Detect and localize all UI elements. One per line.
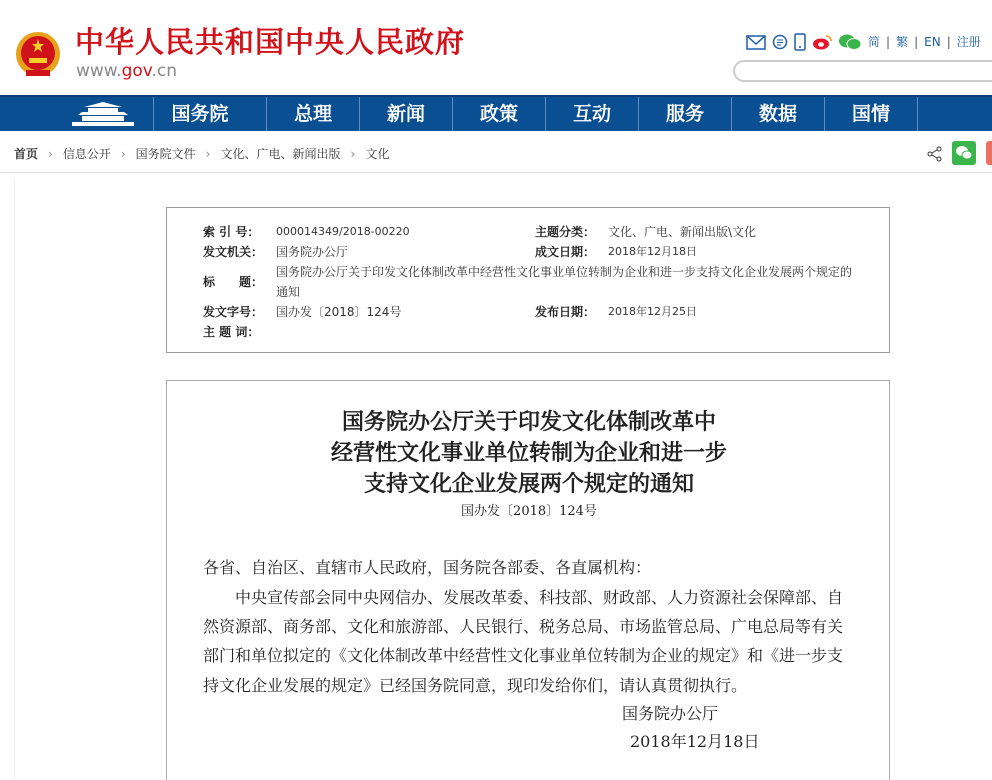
issuer-label: 发文机关： [203, 245, 264, 259]
title-value-line2: 通知 [276, 285, 301, 299]
tiananmen-icon[interactable] [70, 101, 136, 128]
written-date-value: 2018年12月18日 [608, 245, 697, 258]
breadcrumb-docs[interactable]: 国务院文件 [135, 147, 196, 161]
top-tools [746, 33, 981, 51]
title-label: 标 题： [203, 275, 264, 289]
weibo-share-button[interactable] [986, 141, 992, 165]
category-value: 文化、广电、新闻出版\文化 [608, 225, 757, 239]
title-value-line1: 国务院办公厅关于印发文化体制改革中经营性文化事业单位转制为企业和进一步支持文化企业发展两个规定的 [276, 265, 853, 279]
nav-divider [917, 97, 992, 131]
nav-national-info[interactable]: 国情 [824, 97, 917, 131]
link-register[interactable]: 注册 [956, 35, 981, 49]
article-title-line3: 支持文化企业发展两个规定的通知 [363, 471, 694, 497]
mail-icon[interactable] [746, 35, 766, 50]
link-simplified[interactable]: 简 [868, 35, 881, 49]
body-line: 部门和单位拟定的《文化体制改革中经营性文化事业单位转制为企业的规定》和《进一步支 [203, 646, 844, 665]
message-icon[interactable] [772, 34, 788, 50]
wechat-share-button[interactable] [952, 141, 976, 165]
chevron-right-icon: › [350, 147, 356, 161]
nav-state-council[interactable]: 国务院 [153, 97, 246, 131]
nav-policy[interactable]: 政策 [452, 97, 545, 131]
url-suffix: .cn [151, 61, 178, 81]
breadcrumb-home[interactable]: 首页 [14, 147, 39, 161]
search-input[interactable] [733, 60, 992, 82]
separator: | [946, 35, 951, 49]
published-date-value: 2018年12月25日 [608, 305, 697, 318]
breadcrumb-info[interactable]: 信息公开 [62, 147, 111, 161]
mobile-icon[interactable] [794, 33, 806, 51]
article-box [166, 380, 890, 780]
docno-value: 国办发〔2018〕124号 [276, 305, 402, 319]
chevron-right-icon: › [205, 147, 211, 161]
article-title-line1: 国务院办公厅关于印发文化体制改革中 [341, 409, 716, 435]
nav-interaction[interactable]: 互动 [545, 97, 638, 131]
signing-date: 2018年12月18日 [630, 732, 760, 751]
article-title-line2: 经营性文化事业单位转制为企业和进一步 [330, 440, 727, 466]
body-line: 中央宣传部会同中央网信办、发展改革委、科技部、财政部、人力资源社会保障部、自 [203, 588, 844, 607]
written-date-label: 成文日期： [535, 245, 596, 259]
separator: | [914, 35, 919, 49]
chevron-right-icon: › [120, 147, 126, 161]
wechat-icon[interactable] [838, 33, 862, 51]
index-value: 000014349/2018-00220 [276, 225, 410, 238]
docno-label: 发文字号： [203, 305, 264, 319]
nav-services[interactable]: 服务 [638, 97, 731, 131]
index-label: 索 引 号： [203, 225, 260, 239]
chevron-right-icon: › [48, 147, 53, 161]
article-docno: 国办发〔2018〕124号 [461, 504, 597, 519]
breadcrumb [14, 146, 389, 162]
category-label: 主题分类： [535, 225, 596, 239]
salutation: 各省、自治区、直辖市人民政府，国务院各部委、各直属机构： [203, 558, 652, 577]
url-prefix: www. [76, 61, 122, 81]
nav-premier[interactable]: 总理 [266, 97, 359, 131]
nav-news[interactable]: 新闻 [359, 97, 452, 131]
national-emblem-logo[interactable] [14, 30, 62, 80]
document-info-box [166, 207, 890, 353]
issuer-value: 国务院办公厅 [276, 245, 349, 259]
body-line: 然资源部、商务部、文化和旅游部、人民银行、税务总局、市场监管总局、广电总局等有关 [203, 617, 844, 636]
breadcrumb-category[interactable]: 文化、广电、新闻出版 [220, 147, 341, 161]
wechat-icon [952, 141, 976, 165]
main-nav [0, 95, 992, 131]
breadcrumb-current[interactable]: 文化 [365, 147, 390, 161]
site-title[interactable]: 中华人民共和国中央人民政府 [75, 25, 466, 59]
url-main: gov [121, 61, 152, 81]
link-traditional[interactable]: 繁 [896, 35, 909, 49]
body-line: 持文化企业发展的规定》已经国务院同意，现印发给你们，请认真贯彻执行。 [203, 676, 748, 695]
keywords-label: 主 题 词： [203, 325, 260, 339]
signer: 国务院办公厅 [622, 704, 719, 723]
nav-data[interactable]: 数据 [731, 97, 824, 131]
published-date-label: 发布日期： [535, 305, 596, 319]
separator: | [886, 35, 891, 49]
weibo-icon[interactable] [812, 34, 832, 50]
link-english[interactable]: EN [924, 35, 941, 49]
divider [0, 172, 992, 173]
share-icon[interactable] [927, 146, 943, 162]
site-url[interactable] [76, 62, 177, 81]
